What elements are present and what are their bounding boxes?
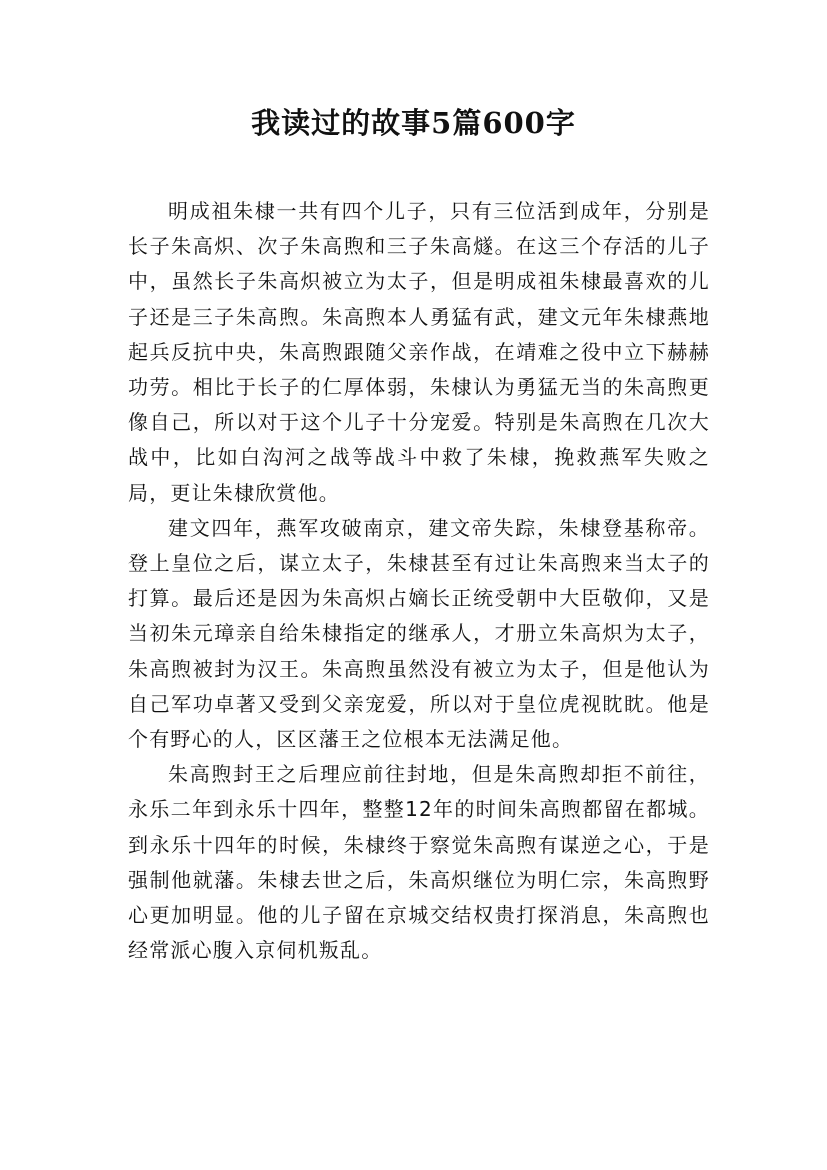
paragraph-3: 朱高煦封王之后理应前往封地，但是朱高煦却拒不前往，永乐二年到永乐十四年，整整12年的时间朱高煦都留在都城。到永乐十四年的时候，朱棣终于察觉朱高煦有谋逆之心，于是强制他就藩。朱棣去世之后，朱高炽继位为明仁宗，朱高煦野心更加明显。他的儿子留在京城交结权贵打探消息，朱高煦也经常派心腹入京伺机叛乱。 (128, 762, 710, 963)
paragraph-1: 明成祖朱棣一共有四个儿子，只有三位活到成年，分别是长子朱高炽、次子朱高煦和三子朱高燧。在这三个存活的儿子中，虽然长子朱高炽被立为太子，但是明成祖朱棣最喜欢的儿子还是三子朱高煦。朱高煦本人勇猛有武，建文元年朱棣燕地起兵反抗中央，朱高煦跟随父亲作战，在靖难之役中立下赫赫功劳。相比于长子的仁厚体弱，朱棣认为勇猛无当的朱高煦更像自己，所以对于这个儿子十分宠爱。特别是朱高煦在几次大战中，比如白沟河之战等战斗中救了朱棣，挽救燕军失败之局，更让朱棣欣赏他。 (128, 199, 710, 505)
document-title: 我读过的故事5篇600字 (251, 106, 576, 140)
paragraph-2: 建文四年，燕军攻破南京，建文帝失踪，朱棣登基称帝。登上皇位之后，谋立太子，朱棣甚至有过让朱高煦来当太子的打算。最后还是因为朱高炽占嫡长正统受朝中大臣敬仰，又是当初朱元璋亲自给朱棣指定的继承人，才册立朱高炽为太子，朱高煦被封为汉王。朱高煦虽然没有被立为太子，但是他认为自己军功卓著又受到父亲宠爱，所以对于皇位虎视眈眈。他是个有野心的人，区区藩王之位根本无法满足他。 (128, 515, 710, 752)
document-body (128, 194, 710, 968)
